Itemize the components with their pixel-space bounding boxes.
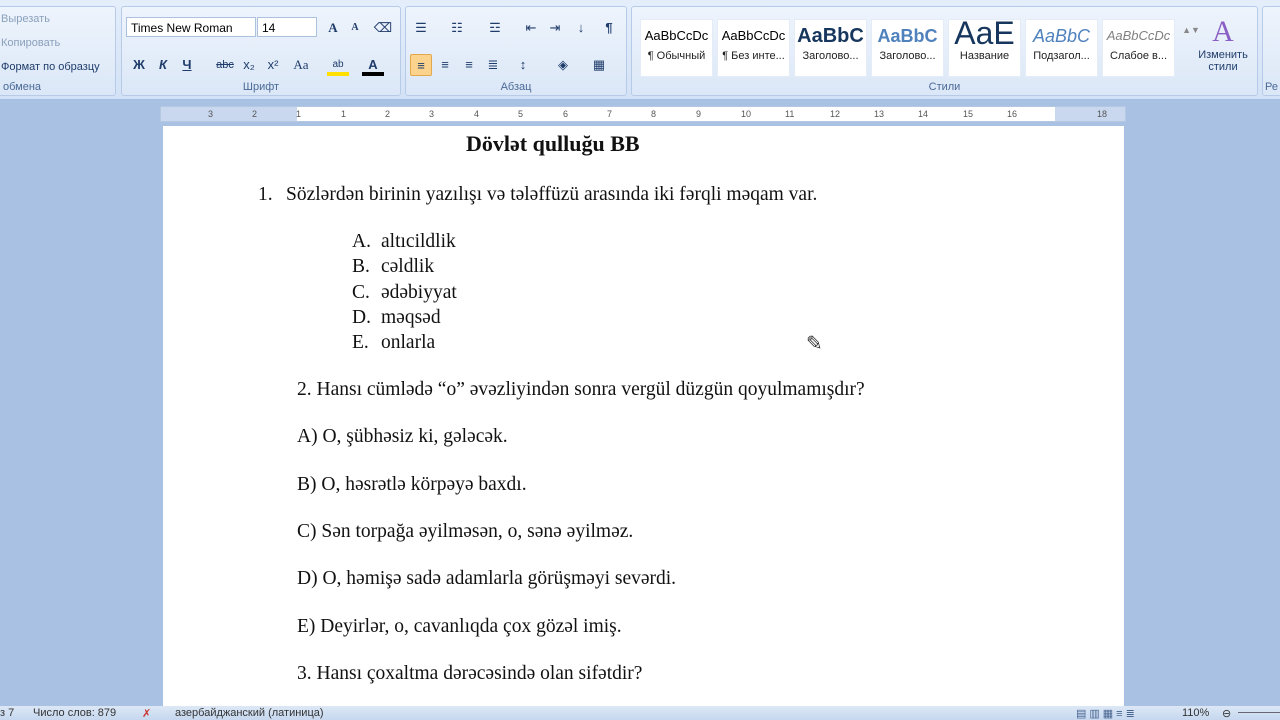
justify-icon[interactable]: ≣	[487, 57, 499, 72]
ruler-tick-label: 7	[607, 109, 613, 119]
ruler-tick-label: 14	[918, 109, 929, 119]
paragraph-group	[405, 6, 627, 96]
answer-option: A) O, şübhəsiz ki, gələcək.	[297, 426, 508, 447]
clipboard-label: обмена	[3, 81, 42, 93]
underline-button[interactable]: Ч	[182, 57, 192, 72]
horizontal-ruler[interactable]	[160, 106, 1126, 122]
subscript-button[interactable]: x₂	[243, 57, 255, 72]
language-indicator[interactable]: азербайджанский (латиница)	[175, 707, 324, 719]
sort-icon[interactable]: ↓	[577, 20, 585, 35]
style-name: Заголово...	[879, 50, 936, 62]
style-name: Слабое в...	[1109, 50, 1168, 62]
styles-scroll-icon[interactable]: ▲▼	[1182, 25, 1200, 35]
answer-option: C) Sən torpağa əyilməsən, o, sənə əyilməz.	[297, 521, 634, 542]
answer-option: B) O, həsrətlə körpəyə baxdı.	[297, 474, 527, 495]
superscript-button[interactable]: x²	[267, 57, 279, 72]
styles-group	[631, 6, 1258, 96]
styles-group-label: Стили	[928, 81, 961, 93]
style-sample: AaBbCcDc	[644, 28, 709, 43]
style-heading2[interactable]	[871, 19, 944, 77]
italic-button[interactable]: К	[159, 57, 167, 72]
style-sample: AaBbCcDc	[721, 28, 786, 43]
ruler-tick-label: 10	[741, 109, 752, 119]
style-sample: AaE	[954, 20, 1015, 50]
style-sample: AaBbCcDc	[1106, 28, 1171, 43]
page-count[interactable]: з 7	[0, 707, 15, 719]
option-letter: A.	[352, 231, 371, 252]
editing-group	[1262, 6, 1280, 96]
ribbon	[0, 0, 1280, 100]
line-spacing-icon[interactable]: ↕	[519, 57, 527, 72]
font-size-select[interactable]: 14	[257, 17, 317, 37]
ruler-tick-label: 11	[785, 109, 795, 119]
style-normal[interactable]	[640, 19, 713, 77]
ruler-tick-label: 9	[696, 109, 702, 119]
change-styles-icon: A	[1212, 15, 1234, 48]
option-text: onlarla	[381, 332, 436, 353]
ruler-tick-label: 5	[518, 109, 524, 119]
document-page[interactable]	[163, 126, 1124, 706]
ruler-tick-label: 8	[651, 109, 657, 119]
ruler-margin-left	[161, 107, 297, 121]
status-bar	[0, 706, 1280, 720]
paragraph-group-label: Абзац	[500, 81, 532, 93]
ruler-tick-label: 3	[208, 109, 214, 119]
ruler-margin-right	[1055, 107, 1125, 121]
style-name: ¶ Без инте...	[722, 50, 785, 62]
ruler-tick-label: 6	[563, 109, 569, 119]
option-text: cəldlik	[381, 256, 435, 277]
font-group	[121, 6, 401, 96]
copy-button[interactable]: Копировать	[1, 37, 61, 49]
borders-icon[interactable]: ▦	[592, 57, 606, 72]
pen-cursor-icon: ✎	[806, 331, 823, 355]
align-center-icon[interactable]: ≡	[441, 57, 449, 72]
clear-format-icon[interactable]: ⌫	[373, 20, 393, 35]
font-group-label: Шрифт	[242, 81, 280, 93]
ruler-tick-label: 13	[874, 109, 885, 119]
style-name: Название	[959, 50, 1010, 62]
option-text: altıcildlik	[381, 231, 456, 252]
align-right-icon[interactable]: ≡	[465, 57, 473, 72]
zoom-out-icon[interactable]: ⊖	[1222, 708, 1232, 720]
zoom-slider[interactable]	[1238, 712, 1280, 713]
style-name: ¶ Обычный	[647, 50, 706, 62]
ruler-tick-label: 1	[341, 109, 347, 119]
style-name: Заголово...	[802, 50, 859, 62]
question-1-text: Sözlərdən birinin yazılışı və tələffüzü arasında iki fərqli məqam var.	[286, 184, 818, 205]
option-text: məqsəd	[381, 307, 441, 328]
grow-font-button[interactable]: A	[328, 20, 338, 35]
font-name-select[interactable]: Times New Roman	[126, 17, 256, 37]
question-2-text: 2. Hansı cümlədə “o” əvəzliyindən sonra vergül düzgün qoyulmamışdır?	[297, 379, 865, 400]
clipboard-group	[0, 6, 116, 96]
word-count[interactable]: Число слов: 879	[33, 707, 117, 719]
style-sample: AaBbC	[1032, 26, 1091, 46]
format-painter-button[interactable]: Формат по образцу	[1, 61, 100, 73]
style-subtitle[interactable]	[1025, 19, 1098, 77]
ruler-tick-label: 12	[830, 109, 841, 119]
numbering-icon[interactable]: ☷	[451, 20, 463, 35]
decrease-indent-icon[interactable]: ⇤	[525, 20, 537, 35]
option-text: ədəbiyyat	[381, 282, 457, 303]
increase-indent-icon[interactable]: ⇥	[549, 20, 561, 35]
view-buttons-icon[interactable]: ▤▥▦≡≣	[1076, 708, 1138, 720]
ruler-tick-label: 2	[385, 109, 391, 119]
question-1-number: 1.	[258, 184, 273, 205]
change-styles-label: Изменить стили	[1198, 49, 1248, 73]
bold-button[interactable]: Ж	[133, 57, 145, 72]
ruler-tick-label: 16	[1007, 109, 1018, 119]
ruler-tick-label: 18	[1097, 109, 1108, 119]
align-left-icon[interactable]: ≡	[410, 54, 432, 76]
font-color-button[interactable]: A	[362, 54, 384, 76]
shading-icon[interactable]: ◈	[558, 57, 568, 72]
question-3-text: 3. Hansı çoxaltma dərəcəsində olan sifətdir?	[297, 663, 643, 684]
style-no-spacing[interactable]	[717, 19, 790, 77]
document-title: Dövlət qulluğu BB	[466, 131, 640, 156]
strikethrough-button[interactable]: abc	[216, 59, 234, 71]
ruler-tick-label: 1	[296, 109, 302, 119]
style-sample: AaBbC	[877, 26, 938, 46]
ruler-tick-label: 4	[474, 109, 480, 119]
style-sample: AaBbC	[797, 25, 864, 47]
bullets-icon[interactable]: ☰	[415, 20, 427, 35]
proofing-icon[interactable]: ✗	[142, 708, 152, 720]
option-letter: C.	[352, 282, 370, 303]
style-name: Подзагол...	[1033, 50, 1090, 62]
change-case-button[interactable]: Aa	[293, 57, 309, 72]
answer-option: E) Deyirlər, o, cavanlıqda çox gözəl imiş.	[297, 616, 622, 637]
option-letter: B.	[352, 256, 370, 277]
zoom-level[interactable]: 110%	[1182, 707, 1210, 719]
highlight-icon[interactable]: ab	[327, 54, 349, 76]
ruler-tick-label: 3	[429, 109, 435, 119]
style-title[interactable]	[948, 19, 1021, 77]
shrink-font-button[interactable]: A	[351, 22, 359, 33]
cut-button[interactable]: Вырезать	[1, 13, 50, 25]
change-styles-button[interactable]	[1192, 15, 1254, 73]
ruler-tick-label: 15	[963, 109, 974, 119]
style-heading1[interactable]	[794, 19, 867, 77]
ruler-tick-label: 2	[252, 109, 258, 119]
option-letter: D.	[352, 307, 371, 328]
multilevel-list-icon[interactable]: ☲	[489, 20, 501, 35]
show-formatting-button[interactable]: ¶	[605, 20, 613, 35]
style-subtle-emphasis[interactable]	[1102, 19, 1175, 77]
editing-group-label: Ре	[1265, 81, 1278, 93]
option-letter: E.	[352, 332, 369, 353]
answer-option: D) O, həmişə sadə adamlarla görüşməyi sevərdi.	[297, 568, 677, 589]
